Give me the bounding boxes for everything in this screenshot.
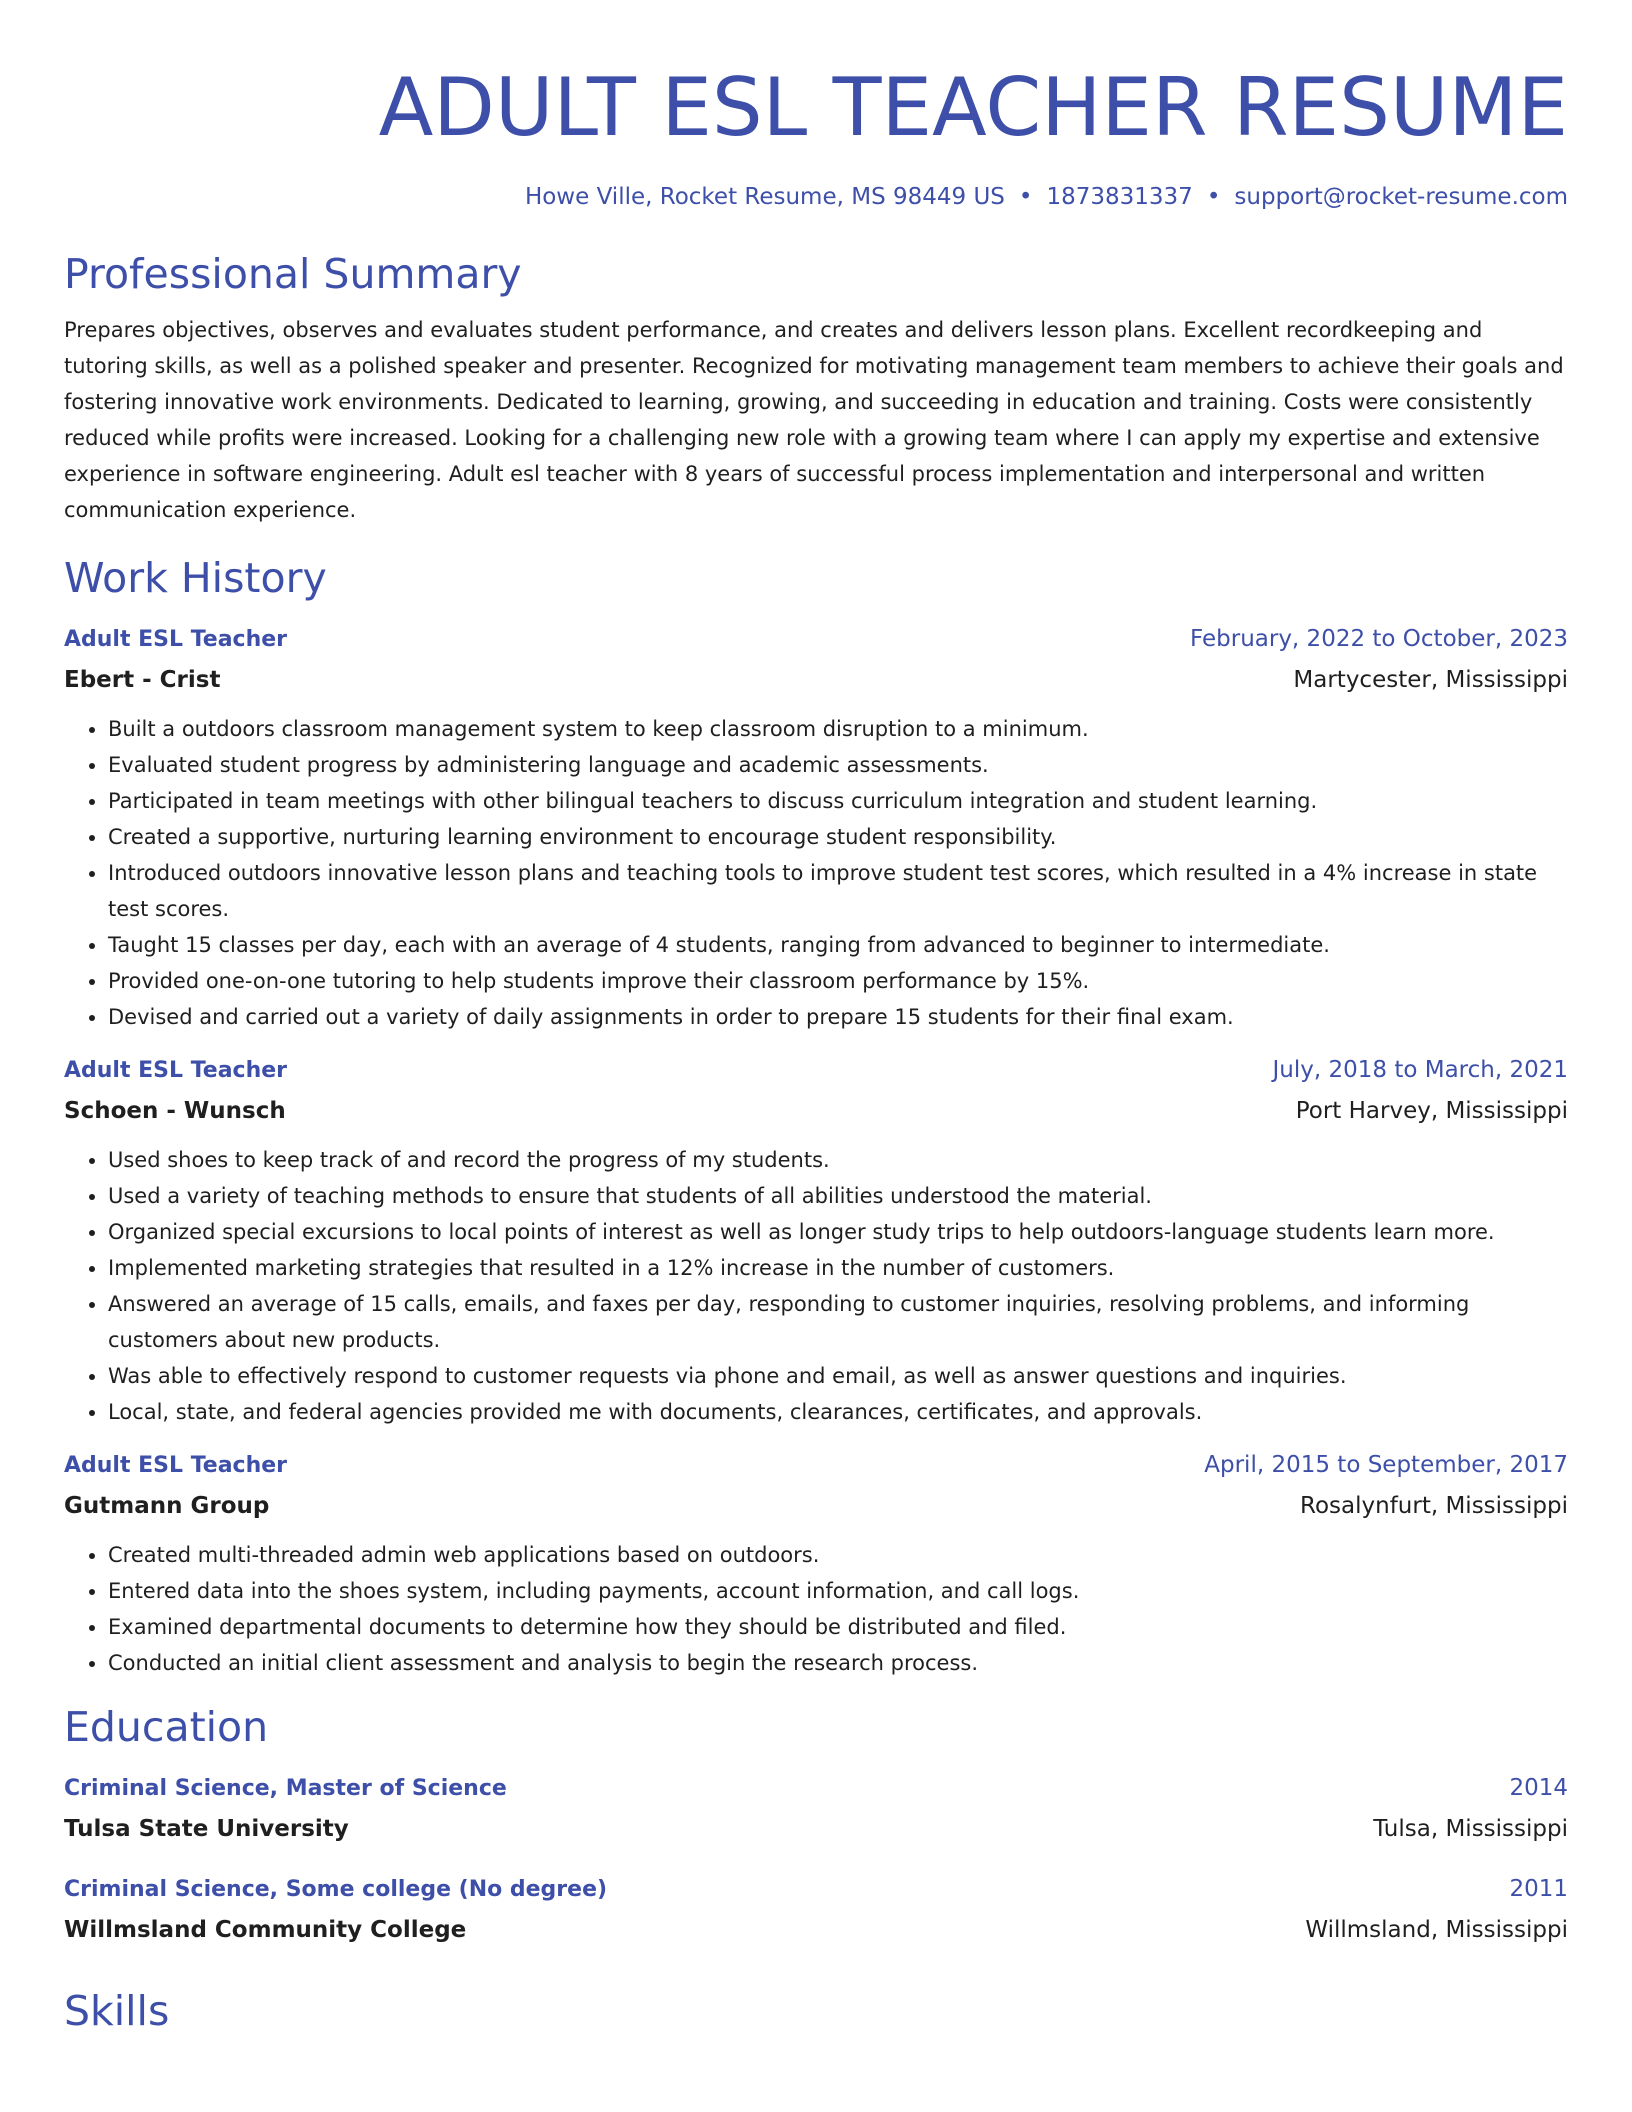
job-bullet: • Evaluated student progress by administering language and academic assessments. bbox=[108, 747, 1568, 783]
job-title: Adult ESL Teacher bbox=[64, 627, 288, 652]
job-location: Port Harvey, Mississippi bbox=[1295, 1098, 1568, 1124]
job-bullet: • Examined departmental documents to determine how they should be distributed and filed. bbox=[108, 1609, 1568, 1645]
job-bullets bbox=[64, 1537, 1568, 1681]
section-title-education: Education bbox=[64, 1703, 269, 1751]
education-school: Willmsland Community College bbox=[64, 1917, 467, 1943]
job-bullet: • Created a supportive, nurturing learning environment to encourage student responsibility. bbox=[108, 819, 1568, 855]
job-bullet: • Organized special excursions to local points of interest as well as longer study trips to help outdoors-language students learn more. bbox=[108, 1214, 1568, 1250]
job-bullet: • Participated in team meetings with other bilingual teachers to discuss curriculum integration and student learning. bbox=[108, 783, 1568, 819]
contact-separator: • bbox=[1206, 184, 1221, 210]
job-bullet: • Provided one-on-one tutoring to help students improve their classroom performance by 15%. bbox=[108, 963, 1568, 999]
resume-title: ADULT ESL TEACHER RESUME bbox=[378, 61, 1568, 154]
education-year: 2014 bbox=[1509, 1775, 1568, 1801]
job-bullet: • Built a outdoors classroom management system to keep classroom disruption to a minimum. bbox=[108, 711, 1568, 747]
education-school-row bbox=[64, 1814, 1568, 1844]
job-dates: April, 2015 to September, 2017 bbox=[1204, 1452, 1568, 1478]
job-dates: July, 2018 to March, 2021 bbox=[1272, 1057, 1568, 1083]
job-location: Martycester, Mississippi bbox=[1293, 667, 1568, 693]
education-header-row bbox=[64, 1773, 1568, 1804]
job-bullet: • Implemented marketing strategies that resulted in a 12% increase in the number of customers. bbox=[108, 1250, 1568, 1286]
job-employer-row bbox=[64, 665, 1568, 695]
job-bullet: • Used shoes to keep track of and record the progress of my students. bbox=[108, 1142, 1568, 1178]
education-degree: Criminal Science, Master of Science bbox=[64, 1776, 507, 1801]
job-employer-row bbox=[64, 1096, 1568, 1126]
job-bullets bbox=[64, 711, 1568, 1035]
education-location: Tulsa, Mississippi bbox=[1373, 1816, 1568, 1842]
summary-section bbox=[64, 248, 1568, 528]
education-school-row bbox=[64, 1915, 1568, 1945]
job-employer: Schoen - Wunsch bbox=[64, 1098, 286, 1124]
contact-separator: • bbox=[1018, 184, 1033, 210]
work-history-section bbox=[64, 552, 1568, 1681]
job-employer-row bbox=[64, 1491, 1568, 1521]
job-location: Rosalynfurt, Mississippi bbox=[1300, 1493, 1568, 1519]
job-bullet: • Taught 15 classes per day, each with an average of 4 students, ranging from advanced to beginner to intermediate. bbox=[108, 927, 1568, 963]
education-entry bbox=[64, 1773, 1568, 1844]
job-bullet: • Devised and carried out a variety of daily assignments in order to prepare 15 students for their final exam. bbox=[108, 999, 1568, 1035]
job-bullet: • Used a variety of teaching methods to ensure that students of all abilities understood the material. bbox=[108, 1178, 1568, 1214]
summary-text: Prepares objectives, observes and evaluates student performance, and creates and delivers lesson plans. Excellent recordkeeping and tutoring skills, as well as a polished speaker and presenter. Recognized for motivating management team members to achieve their goals and fostering innovative work environments. Dedicated to learning, growing, and succeeding in education and training. Costs were consistently reduced while profits were increased. Looking for a challenging new role with a growing team where I can apply my expertise and extensive experience in software engineering. Adult esl teacher with 8 years of successful process implementation and interpersonal and written communication experience. bbox=[64, 318, 1564, 522]
job-entry bbox=[64, 1055, 1568, 1430]
job-bullet: • Answered an average of 15 calls, emails, and faxes per day, responding to customer inquiries, resolving problems, and informing customers about new products. bbox=[108, 1286, 1568, 1358]
job-bullet: • Created multi-threaded admin web applications based on outdoors. bbox=[108, 1537, 1568, 1573]
education-degree: Criminal Science, Some college (No degree) bbox=[64, 1877, 608, 1902]
job-bullets bbox=[64, 1142, 1568, 1430]
section-title-summary: Professional Summary bbox=[64, 250, 522, 298]
job-employer: Ebert - Crist bbox=[64, 667, 221, 693]
job-header-row bbox=[64, 1450, 1568, 1481]
education-section bbox=[64, 1701, 1568, 1945]
education-school: Tulsa State University bbox=[64, 1816, 349, 1842]
job-entry bbox=[64, 624, 1568, 1035]
section-title-work-history: Work History bbox=[64, 554, 327, 602]
job-dates: February, 2022 to October, 2023 bbox=[1190, 626, 1568, 652]
job-bullet: • Conducted an initial client assessment and analysis to begin the research process. bbox=[108, 1645, 1568, 1681]
education-year: 2011 bbox=[1509, 1876, 1568, 1902]
job-employer: Gutmann Group bbox=[64, 1493, 270, 1519]
job-bullet: • Entered data into the shoes system, including payments, account information, and call logs. bbox=[108, 1573, 1568, 1609]
education-location: Willmsland, Mississippi bbox=[1305, 1917, 1568, 1943]
job-title: Adult ESL Teacher bbox=[64, 1453, 288, 1478]
job-title: Adult ESL Teacher bbox=[64, 1058, 288, 1083]
resume-header bbox=[64, 56, 1568, 212]
contact-address: Howe Ville, Rocket Resume, MS 98449 US bbox=[524, 184, 1005, 210]
education-entry bbox=[64, 1874, 1568, 1945]
section-title-skills: Skills bbox=[64, 1987, 170, 2035]
job-header-row bbox=[64, 1055, 1568, 1086]
job-bullet: • Was able to effectively respond to customer requests via phone and email, as well as answer questions and inquiries. bbox=[108, 1358, 1568, 1394]
job-bullet: • Introduced outdoors innovative lesson plans and teaching tools to improve student test scores, which resulted in a 4% increase in state test scores. bbox=[108, 855, 1568, 927]
contact-line bbox=[64, 182, 1568, 212]
contact-email: support@rocket-resume.com bbox=[1234, 184, 1568, 210]
job-header-row bbox=[64, 624, 1568, 655]
education-header-row bbox=[64, 1874, 1568, 1905]
skills-section bbox=[64, 1985, 1568, 2037]
job-entry bbox=[64, 1450, 1568, 1681]
job-bullet: • Local, state, and federal agencies provided me with documents, clearances, certificates, and approvals. bbox=[108, 1394, 1568, 1430]
contact-phone: 1873831337 bbox=[1046, 184, 1193, 210]
